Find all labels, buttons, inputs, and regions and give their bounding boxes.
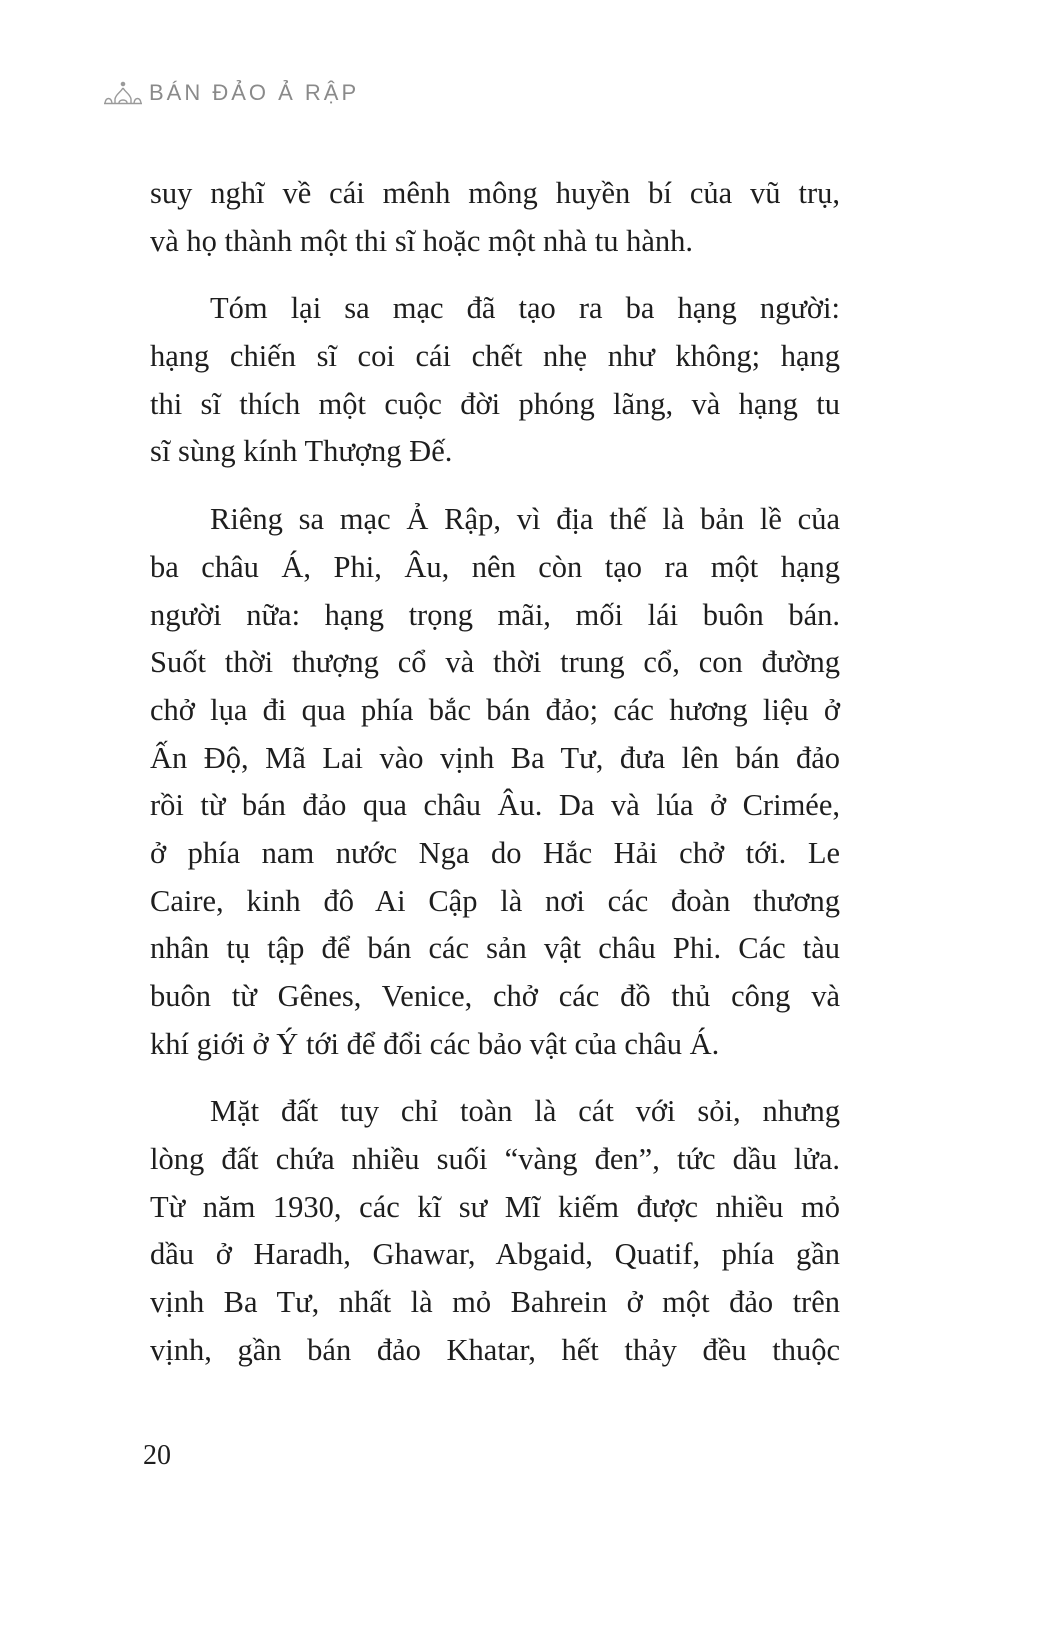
paragraph [150, 170, 840, 265]
text-line: ba châu Á, Phi, Âu, nên còn tạo ra một hạng [150, 549, 840, 584]
text-line: rồi từ bán đảo qua châu Âu. Da và lúa ở Crimée, [150, 788, 840, 823]
body-text [150, 170, 840, 1395]
text-line: chở lụa đi qua phía bắc bán đảo; các hương liệu ở [150, 692, 840, 727]
text-line: Từ năm 1930, các kĩ sư Mĩ kiếm được nhiều mỏ [150, 1189, 840, 1224]
text-line: dầu ở Haradh, Ghawar, Abgaid, Quatif, phía gần [150, 1237, 840, 1272]
text-line: hạng chiến sĩ coi cái chết nhẹ như không; hạng [150, 339, 840, 374]
text-line: lòng đất chứa nhiều suối “vàng đen”, tức dầu lửa. [150, 1142, 840, 1177]
paragraph [150, 496, 840, 1068]
text-line: nhân tụ tập để bán các sản vật châu Phi. Các tàu [150, 931, 840, 966]
text-line: người nữa: hạng trọng mãi, mối lái buôn bán. [150, 597, 840, 632]
running-header [103, 80, 359, 106]
text-line: suy nghĩ về cái mênh mông huyền bí của vũ trụ, [150, 176, 840, 210]
book-title: BÁN ĐẢO Ả RẬP [149, 80, 360, 105]
text-line: vịnh Ba Tư, nhất là mỏ Bahrein ở một đảo trên [150, 1285, 840, 1320]
text-line: Mặt đất tuy chỉ toàn là cát với sỏi, nhưng [210, 1094, 840, 1129]
text-line: Tóm lại sa mạc đã tạo ra ba hạng người: [210, 291, 840, 326]
text-line: sĩ sùng kính Thượng Đế. [150, 434, 453, 469]
text-line: Ấn Độ, Mã Lai vào vịnh Ba Tư, đưa lên bán đảo [150, 740, 840, 775]
text-line: buôn từ Gênes, Venice, chở các đồ thủ công và [150, 979, 840, 1013]
text-line: vịnh, gần bán đảo Khatar, hết thảy đều thuộc [150, 1332, 840, 1367]
mosque-ornament-icon [103, 81, 143, 105]
text-line: khí giới ở Ý tới để đổi các bảo vật của châu Á. [150, 1026, 720, 1061]
text-line: ở phía nam nước Nga do Hắc Hải chở tới. Le [150, 835, 840, 870]
text-line: thi sĩ thích một cuộc đời phóng lãng, và hạng tu [150, 386, 840, 421]
text-line: và họ thành một thi sĩ hoặc một nhà tu hành. [150, 223, 693, 258]
text-line: Caire, kinh đô Ai Cập là nơi các đoàn thương [150, 883, 840, 918]
text-line: Riêng sa mạc Ả Rập, vì địa thế là bản lề của [210, 502, 840, 537]
paragraph [150, 1088, 840, 1374]
text-line: Suốt thời thượng cổ và thời trung cổ, con đường [150, 645, 840, 680]
page-number: 20 [143, 1440, 171, 1471]
paragraph [150, 285, 840, 476]
